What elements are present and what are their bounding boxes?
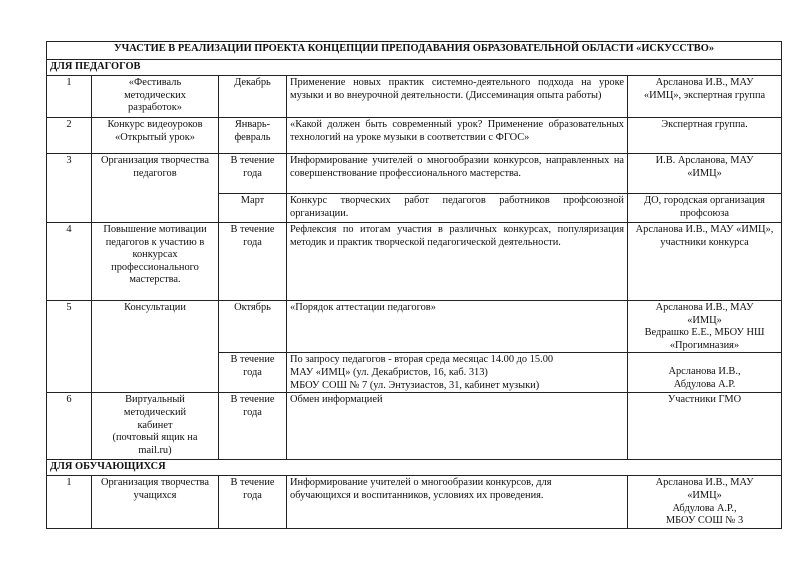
- section-header-row: [47, 460, 782, 476]
- table-row: [47, 301, 782, 353]
- row-number: 6: [47, 393, 92, 460]
- responsible-line: Арсланова И.В.,: [668, 366, 741, 378]
- table-row: [47, 476, 782, 529]
- section-heading-teachers: ДЛЯ ПЕДАГОГОВ: [47, 60, 782, 76]
- event-date: Октябрь: [219, 301, 287, 353]
- event-responsible: [628, 476, 782, 529]
- description-line: Информирование учителей о многообразии конкурсов, для: [290, 477, 552, 489]
- event-name: Организация творчества педагогов: [92, 154, 219, 223]
- event-date: В течение года: [219, 476, 287, 529]
- event-description: «Какой должен быть современный урок? Применение образовательных технологий на уроке музыки в соответствии с ФГОС»: [287, 118, 628, 154]
- row-number: 1: [47, 76, 92, 118]
- name-line: кабинет: [137, 419, 173, 431]
- event-responsible: Арсланова И.В., МАУ «ИМЦ», участники конкурса: [628, 223, 782, 301]
- responsible-line: МБОУ СОШ № 3: [665, 515, 744, 527]
- responsible-line: Ведрашко Е.Е., МБОУ НШ: [644, 327, 765, 339]
- event-description: [287, 353, 628, 393]
- table-row: [47, 393, 782, 460]
- table-row: [47, 223, 782, 301]
- event-responsible: [628, 353, 782, 393]
- responsible-line: Арсланова И.В., МАУ: [655, 302, 754, 313]
- event-date: В течение года: [219, 223, 287, 301]
- section-heading-students: ДЛЯ ОБУЧАЮЩИХСЯ: [47, 460, 782, 476]
- event-date: Декабрь: [219, 76, 287, 118]
- row-number: 5: [47, 301, 92, 393]
- row-number: 3: [47, 154, 92, 223]
- event-description: Применение новых практик системно-деятельного подхода на уроке музыки и во внеурочной деятельности. (Диссеминация опыта работы): [287, 76, 628, 118]
- description-line: МБОУ СОШ № 7 (ул. Энтузиастов, 31, кабинет музыки): [290, 379, 540, 391]
- event-description: [287, 476, 628, 529]
- event-name: «Фестиваль методических разработок»: [92, 76, 219, 118]
- responsible-line: Абдулова А.Р.,: [672, 502, 737, 514]
- event-responsible: Арсланова И.В., МАУ «ИМЦ», экспертная группа: [628, 76, 782, 118]
- responsible-line: Абдулова А.Р.: [673, 378, 736, 390]
- event-name: Повышение мотивации педагогов к участию в конкурсах профессионального мастерства.: [92, 223, 219, 301]
- event-responsible: Экспертная группа.: [628, 118, 782, 154]
- description-line: По запросу педагогов - вторая среда месяцас 14.00 до 15.00: [290, 354, 554, 366]
- event-date: В течение года: [219, 393, 287, 460]
- table-row: [47, 154, 782, 194]
- event-description: «Порядок аттестации педагогов»: [287, 301, 628, 353]
- table-row: [47, 76, 782, 118]
- name-line: mail.ru): [138, 444, 172, 456]
- event-date: В течение года: [219, 154, 287, 194]
- event-responsible: Участники ГМО: [628, 393, 782, 460]
- event-responsible: ДО, городская организация профсоюза: [628, 194, 782, 223]
- responsible-line: Арсланова И.В., МАУ: [655, 477, 754, 489]
- row-number: 4: [47, 223, 92, 301]
- description-line: обучающихся и воспитанников, условиях их проведения.: [290, 489, 544, 501]
- event-date: В течение года: [219, 353, 287, 393]
- row-number: 1: [47, 476, 92, 529]
- event-name: [92, 393, 219, 460]
- event-name: Конкурс видеоуроков «Открытый урок»: [92, 118, 219, 154]
- title-row: [47, 42, 782, 60]
- event-description: Информирование учителей о многообразии конкурсов, направленных на совершенствование профессионального мастерства.: [287, 154, 628, 194]
- plan-table: [46, 41, 782, 529]
- event-name: Организация творчества учащихся: [92, 476, 219, 529]
- description-line: МАУ «ИМЦ» (ул. Декабристов, 16, каб. 313): [290, 366, 488, 378]
- row-number: 2: [47, 118, 92, 154]
- name-line: методический: [123, 406, 187, 418]
- responsible-line: «ИМЦ»: [687, 314, 722, 326]
- responsible-line: «Прогимназия»: [669, 339, 740, 351]
- name-line: Виртуальный: [125, 394, 185, 406]
- event-responsible: [628, 301, 782, 353]
- name-line: (почтовый ящик на: [112, 432, 198, 444]
- table-title: УЧАСТИЕ В РЕАЛИЗАЦИИ ПРОЕКТА КОНЦЕПЦИИ ПРЕПОДАВАНИЯ ОБРАЗОВАТЕЛЬНОЙ ОБЛАСТИ «ИСКУССТВО»: [47, 42, 782, 60]
- event-name: Консультации: [92, 301, 219, 393]
- event-description: Конкурс творческих работ педагогов работников профсоюзной организации.: [287, 194, 628, 223]
- section-header-row: [47, 60, 782, 76]
- event-date: Март: [219, 194, 287, 223]
- responsible-line: «ИМЦ»: [687, 489, 722, 501]
- event-responsible: И.В. Арсланова, МАУ «ИМЦ»: [628, 154, 782, 194]
- event-description: Рефлексия по итогам участия в различных конкурсах, популяризация методик и практик творческой педагогической деятельности.: [287, 223, 628, 301]
- table-row: [47, 118, 782, 154]
- event-date: Январь-февраль: [219, 118, 287, 154]
- event-description: Обмен информацией: [287, 393, 628, 460]
